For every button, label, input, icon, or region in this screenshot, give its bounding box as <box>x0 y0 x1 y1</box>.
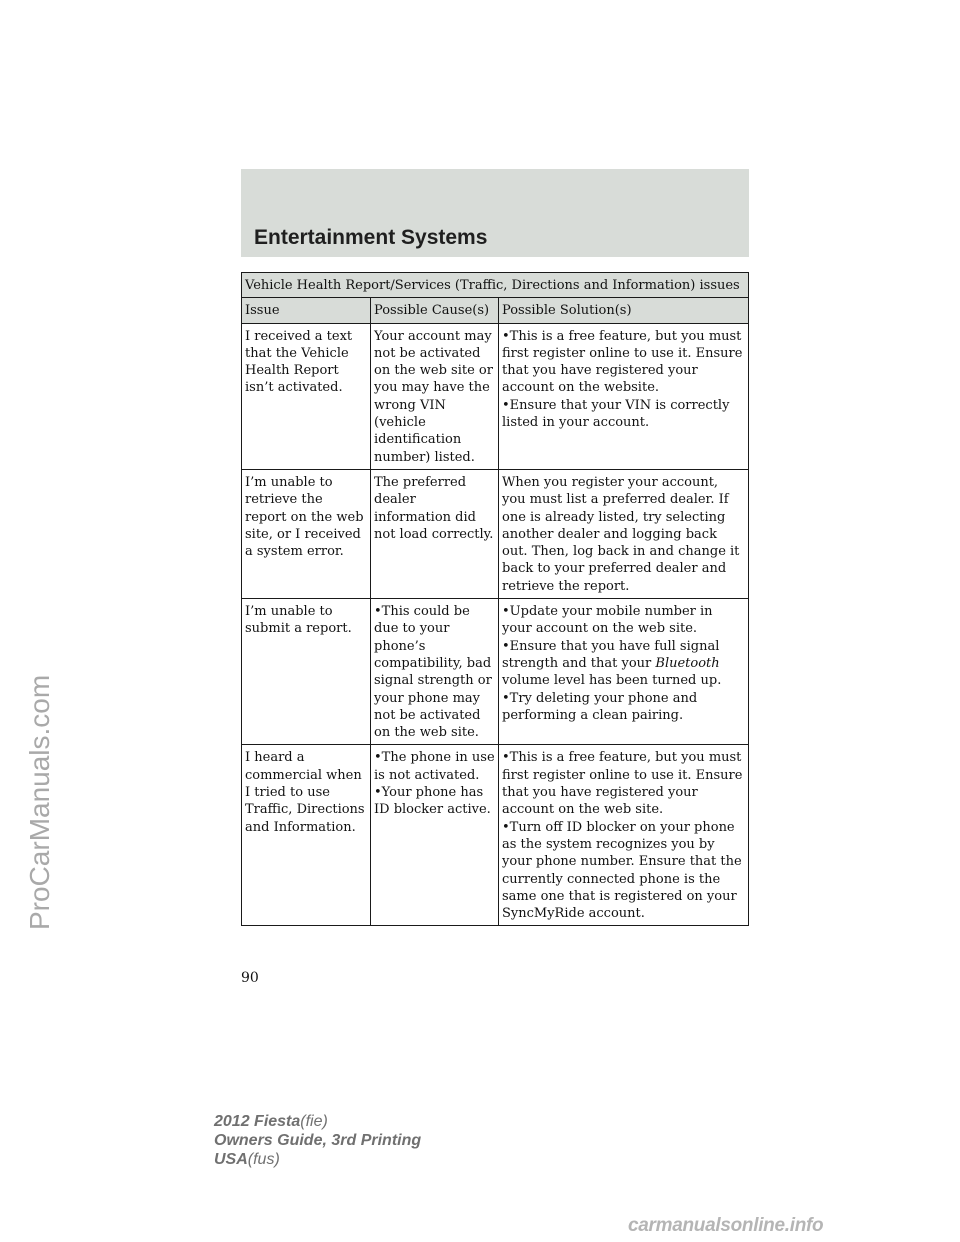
issue-cell: I’m unable to retrieve the report on the web site, or I received a system error. <box>242 469 371 598</box>
solution-cell <box>499 323 749 469</box>
table-header-row <box>242 298 749 323</box>
solution-text: •Turn off ID blocker on your phone as the system recognizes you by your phone number. Ensure that the currently connected phone is the same one that is registered on your SyncMyRide account. <box>502 819 742 922</box>
footer-model: 2012 Fiesta <box>214 1113 301 1130</box>
solution-cell <box>499 599 749 745</box>
solution-text: •This is a free feature, but you must first register online to use it. Ensure that you have registered your account on the web site. <box>502 750 743 818</box>
cause-cell <box>371 599 499 745</box>
issue-cell: I’m unable to submit a report. <box>242 599 371 745</box>
table-caption: Vehicle Health Report/Services (Traffic, Directions and Information) issues <box>242 273 749 298</box>
table-row <box>242 745 749 926</box>
table-row <box>242 469 749 598</box>
cause-cell <box>371 469 499 598</box>
page-number: 90 <box>241 970 259 986</box>
site-watermark: carmanualsonline.info <box>628 1215 824 1236</box>
troubleshooting-table <box>241 272 749 926</box>
cause-text: •This could be due to your phone’s compatibility, bad signal strength or your phone may not be activated on the web site. <box>374 604 492 741</box>
solution-text <box>502 638 745 690</box>
cause-text: Your account may not be activated on the web site or you may have the wrong VIN (vehicle identification number) listed. <box>374 328 493 465</box>
footer-imprint <box>214 1112 421 1169</box>
column-header-solution: Possible Solution(s) <box>499 298 749 323</box>
solution-cell <box>499 745 749 926</box>
bluetooth-term: Bluetooth <box>655 655 720 671</box>
solution-text-part: •Ensure that you have full signal strength and that your <box>502 638 720 671</box>
solution-text: •Ensure that your VIN is correctly listed in your account. <box>502 397 730 431</box>
cause-cell <box>371 745 499 926</box>
solution-text: •This is a free feature, but you must first register online to use it. Ensure that you have registered your account on the website. <box>502 328 743 396</box>
solution-text: •Try deleting your phone and performing a clean pairing. <box>502 690 698 723</box>
footer-guide: Owners Guide, 3rd Printing <box>214 1132 422 1149</box>
solution-text: When you register your account, you must list a preferred dealer. If one is already listed, try selecting another dealer and logging back out. Then, log back in and change it back to your preferred dealer and retrieve the report. <box>502 474 740 594</box>
cause-text: •The phone in use is not activated. <box>374 750 495 783</box>
column-header-cause: Possible Cause(s) <box>371 298 499 323</box>
issue-cell: I received a text that the Vehicle Health Report isn’t activated. <box>242 323 371 469</box>
solution-text-part: volume level has been turned up. <box>502 673 722 689</box>
solution-cell <box>499 469 749 598</box>
footer-market: USA <box>214 1151 248 1168</box>
column-header-issue: Issue <box>242 298 371 323</box>
cause-cell <box>371 323 499 469</box>
footer-model-line <box>214 1112 421 1131</box>
cause-text: •Your phone has ID blocker active. <box>374 785 491 818</box>
watermark: ProCarManuals.com <box>24 674 55 930</box>
table-row <box>242 599 749 745</box>
footer-market-code: (fus) <box>247 1151 280 1168</box>
issue-cell: I heard a commercial when I tried to use Traffic, Directions and Information. <box>242 745 371 926</box>
footer-model-code: (fie) <box>300 1113 328 1130</box>
table-caption-row <box>242 273 749 298</box>
cause-text: The preferred dealer information did not load correctly. <box>374 474 494 542</box>
table-row <box>242 323 749 469</box>
footer-market-line <box>214 1150 421 1169</box>
solution-text: •Update your mobile number in your account on the web site. <box>502 604 713 637</box>
section-title: Entertainment Systems <box>254 226 488 249</box>
